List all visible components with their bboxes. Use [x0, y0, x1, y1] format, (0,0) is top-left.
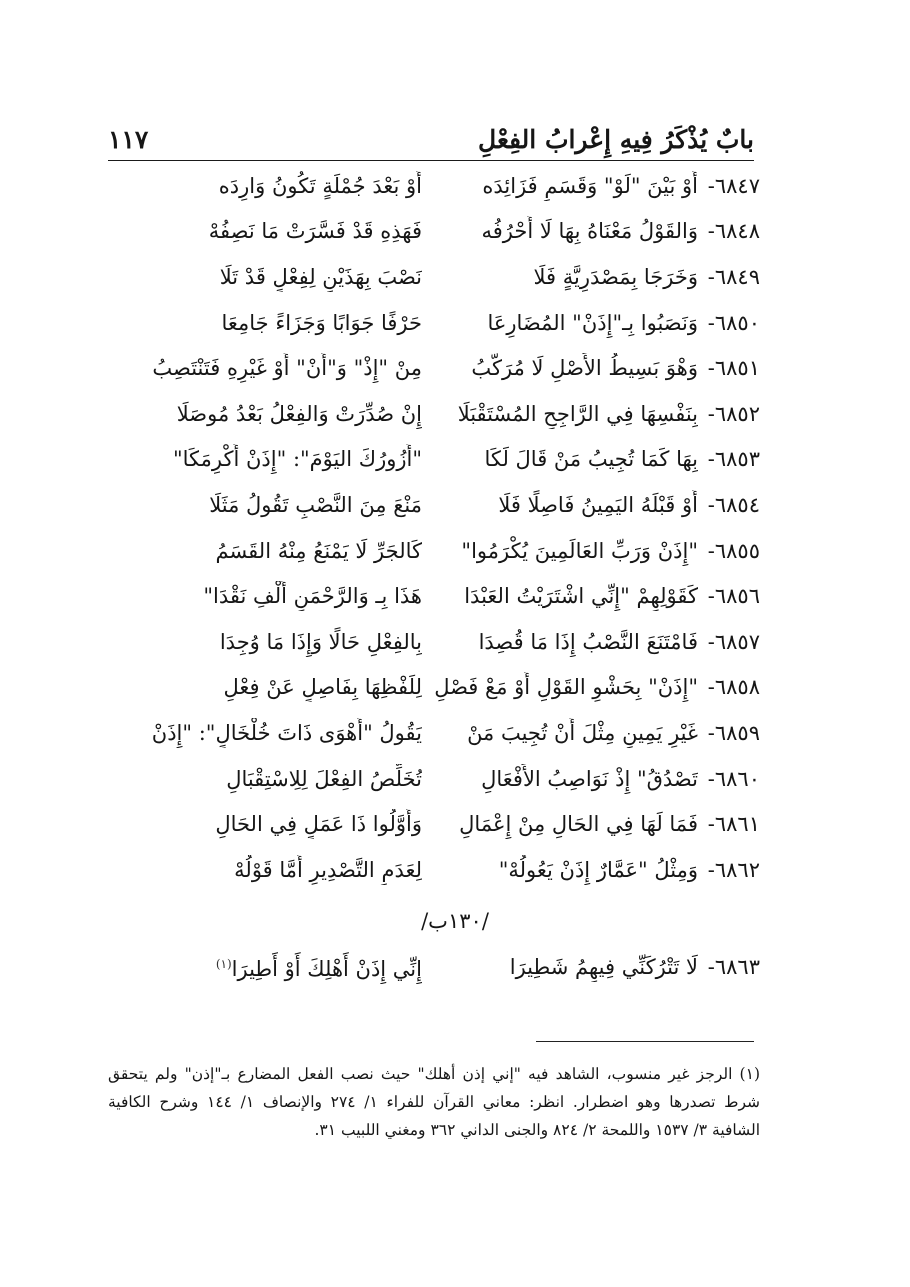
verse-second-hemistich: وَأَوَّلُوا ذَا عَمَلٍ فِي الحَالِ: [215, 812, 422, 837]
verse-number: ٦٨٥٨-: [707, 675, 760, 700]
verse-number: ٦٨٥٩-: [707, 720, 760, 745]
verse-line: [108, 300, 760, 346]
verse-line: [108, 254, 760, 300]
verse-first-hemistich: "إِذَنْ" بِحَشْوِ القَوْلِ أَوْ مَعْ فَصْلِ: [434, 675, 698, 700]
verse-number: ٦٨٤٩-: [707, 264, 760, 289]
verse-line: [108, 665, 760, 711]
verse-second-hemistich: حَرْفًا جَوَابًا وَجَزَاءً جَامِعَا: [221, 310, 422, 335]
verse-number: ٦٨٥٤-: [707, 492, 760, 517]
verse-number: ٦٨٥٧-: [707, 629, 760, 654]
verse-first-hemistich: أَوْ قَبْلَهُ اليَمِينُ فَاصِلًا فَلَا: [498, 492, 698, 517]
verse-line: [108, 619, 760, 665]
footnote-rule: [536, 1041, 754, 1042]
verse-first-hemistich: فَامْتَنَعَ النَّصْبُ إِذَا مَا قُصِدَا: [478, 629, 698, 654]
verse-number: ٦٨٤٨-: [707, 219, 760, 244]
verse-first-hemistich: بِهَا كَمَا تُجِيبُ مَنْ قَالَ لَكَا: [484, 447, 698, 472]
verse-first-hemistich: بِنَفْسِهَا فِي الرَّاجِحِ المُسْتَقْبَلَا: [457, 401, 698, 426]
page-number: ١١٧: [108, 125, 149, 154]
verse-number: ٦٨٤٧-: [707, 173, 760, 198]
verse-number: ٦٨٥٦-: [707, 584, 760, 609]
verse-number: ٦٨٥٠-: [707, 310, 760, 335]
verse-line: [108, 528, 760, 574]
verse-line: [108, 437, 760, 483]
verse-first-hemistich: وَنَصَبُوا بِـ"إِذَنْ" المُضَارِعَا: [487, 310, 698, 335]
verse-line: [108, 482, 760, 528]
verse-second-hemistich: نَصْبَ بِهَذَيْنِ لِفِعْلٍ قَدْ تَلَا: [219, 264, 422, 289]
verse-number: ٦٨٦٣-: [707, 954, 760, 979]
verse-first-hemistich: تَصْدُقُ" إِذْ نَوَاصِبُ الأَفْعَالِ: [481, 766, 698, 791]
page-header: [108, 118, 754, 158]
verse-line: [108, 756, 760, 802]
verse-list: [108, 163, 760, 893]
verse-second-hemistich: مِنْ "إِذْ" وَ"أَنْ" أَوْ غَيْرِهِ فَتَنْتَصِبُ: [152, 356, 422, 381]
verse-line: [108, 801, 760, 847]
verse-second-hemistich: [108, 949, 422, 984]
verse-line: [108, 573, 760, 619]
footnote-marker: (١): [215, 957, 232, 972]
verse-line: [108, 391, 760, 437]
verse-first-hemistich: غَيْرِ يَمِينٍ مِثْلَ أَنْ تُجِيبَ مَنْ: [467, 720, 698, 745]
verse-second-hemistich: هَذَا بِـ وَالرَّحْمَنِ أَلْفِ نَقْدَا": [203, 584, 422, 609]
header-rule: [108, 160, 754, 161]
verse-first-hemistich: وَالقَوْلُ مَعْنَاهُ بِهَا لَا أَحْرُفُه: [481, 219, 698, 244]
verse-number: ٦٨٦١-: [707, 812, 760, 837]
verse-second-hemistich: إِنْ صُدِّرَتْ وَالفِعْلُ بَعْدُ مُوصَلَا: [176, 401, 422, 426]
verse-number: ٦٨٦٠-: [707, 766, 760, 791]
verse-first-hemistich: لَا تَتْرُكَنِّي فِيهِمُ شَطِيرَا: [509, 954, 698, 979]
verse-line: [108, 209, 760, 255]
verse-first-hemistich: أَوْ بَيْنَ "لَوْ" وَقَسَمٍ فَزَائِدَه: [482, 173, 698, 198]
verse-second-hemistich: فَهَذِهِ قَدْ فَسَّرَتْ مَا نَصِفُهْ: [208, 219, 422, 244]
verse-first-hemistich: وَخَرَجَا بِمَصْدَرِيَّةٍ فَلَا: [533, 264, 698, 289]
verse-second-hemistich: "أَزُورُكَ اليَوْمَ": "إِذَنْ أُكْرِمَكَا": [173, 447, 422, 472]
verse-line: [108, 847, 760, 893]
running-title: بابٌ يُذْكَرُ فِيهِ إِعْرابُ الفِعْلِ: [478, 125, 754, 154]
verse-first-hemistich: كَقَوْلِهِمْ "إِنِّي اشْتَرَيْتُ العَبْدَا: [464, 584, 698, 609]
manuscript-folio-marker: /١٣٠ب/: [421, 909, 489, 933]
verse-line: [108, 345, 760, 391]
verse-number: ٦٨٥٥-: [707, 538, 760, 563]
verse-line: [108, 163, 760, 209]
verse-second-hemistich: تُخَلِّصُ الفِعْلَ لِلِاسْتِقْبَالِ: [226, 766, 422, 791]
verse-first-hemistich: فَمَا لَهَا فِي الحَالِ مِنْ إِعْمَالِ: [459, 812, 698, 837]
verse-number: ٦٨٥١-: [707, 356, 760, 381]
verse-second-hemistich-text: إِنِّي إِذَنْ أَهْلِكَ أَوْ أَطِيرَا: [231, 957, 422, 982]
verse-line: [108, 944, 760, 990]
verse-second-hemistich: بِالفِعْلِ حَالًا وَإِذَا مَا وُجِدَا: [219, 629, 422, 654]
verse-first-hemistich: "إِذَنْ وَرَبِّ العَالَمِينَ يُكْرَمُوا": [461, 538, 698, 563]
verse-first-hemistich: وَهْوَ بَسِيطُ الأَصْلِ لَا مُرَكَّبُ: [471, 356, 698, 381]
verse-second-hemistich: لِعَدَمِ التَّصْدِيرِ أَمَّا قَوْلُهْ: [234, 857, 422, 882]
verse-number: ٦٨٥٣-: [707, 447, 760, 472]
verse-second-hemistich: مَنْعَ مِنَ النَّصْبِ تَقُولُ مَثَلَا: [209, 492, 422, 517]
verse-line: [108, 710, 760, 756]
verse-second-hemistich: أَوْ بَعْدَ جُمْلَةٍ تَكُونُ وَارِدَه: [218, 173, 422, 198]
verse-second-hemistich: لِلَفْظِهَا بِفَاصِلٍ عَنْ فِعْلِ: [223, 675, 422, 700]
verse-first-hemistich: وَمِثْلُ "عَمَّارٌ إِذَنْ يَعُولُهْ": [498, 857, 698, 882]
verse-second-hemistich: يَقُولُ "أَهْوَى ذَاتَ خُلْخَالٍ": "إِذَنْ: [151, 720, 422, 745]
verse-number: ٦٨٦٢-: [707, 857, 760, 882]
footnote: (١) الرجز غير منسوب، الشاهد فيه "إني إذن أهلك" حيث نصب الفعل المضارع بـ"إذن" ولم يتحقق شرط تصدرها وهو اضطرار. انظر: معاني القرآن للفراء ١/ ٢٧٤ والإنصاف ١/ ١٤٤ وشرح الكافية الشافية ٣/ ١٥٣٧ واللمحة ٢/ ٨٢٤ والجنى الداني ٣٦٢ ومغني اللبيب ٣١.: [108, 1065, 761, 1139]
verse-second-hemistich: كَالجَرِّ لَا يَمْنَعُ مِنْهُ القَسَمُ: [215, 538, 422, 563]
verse-number: ٦٨٥٢-: [707, 401, 760, 426]
